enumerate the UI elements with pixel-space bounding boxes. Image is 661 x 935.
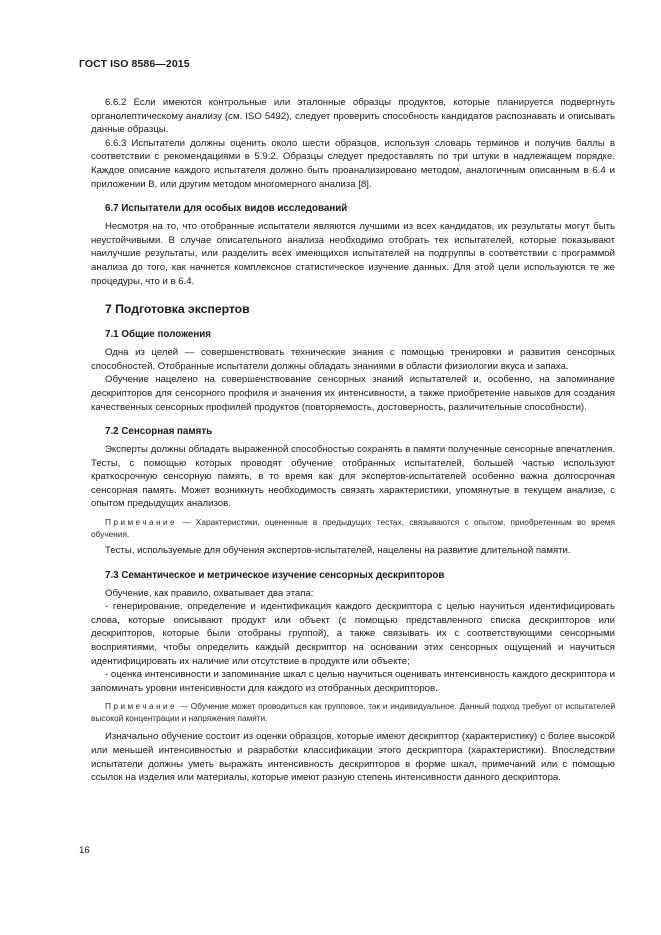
standard-header: ГОСТ ISO 8586—2015	[79, 58, 190, 70]
note-text: — Обучение может проводиться как групповое, так и индивидуальное. Данный подход требует от испытателей высокой концентрации и напряжения памяти.	[91, 701, 615, 723]
heading-7-1: 7.1 Общие положения	[105, 329, 212, 341]
list-item: - оценка интенсивности и запоминание шкал с целью научиться оценивать интенсивность каждого дескриптора и запоминать уровни интенсивности для каждого из отобранных дескрипторов.	[91, 669, 615, 694]
paragraph-6-7: Несмотря на то, что отобранные испытатели являются лучшими из всех кандидатов, их результаты могут быть неустойчивыми. В случае описательного анализа необходимо отобрать тех испытателей, которые показывают наилучшие результаты, или разделить всех имеющихся испытателей на подгруппы в соответствии с программой анализа до того, как начнется комплексное статистическое изучение данных. Для этой цели используются те же процедуры, что и в 6.4.	[91, 221, 615, 287]
paragraph-7-3-end: Изначально обучение состоит из оценки образцов, которые имеют дескриптор (характеристику) с более высокой или меньшей интенсивностью и разработки классификации этого дескриптора (характеристики). Впоследствии испытатели должны уметь выражать интенсивность дескрипторов в форме шкал, примечаний или с помощью ссылок на изделия или материалы, которые имеют разную степень интенсивности данного дескриптора.	[91, 731, 615, 784]
note-label: Примечание	[105, 701, 178, 712]
paragraph-7-1-a: Одна из целей — совершенствовать технические знания с помощью тренировки и развития сенсорных способностей. Отобранные испытатели должны обладать знаниями в области физиологии вкуса и запаха.	[91, 347, 615, 372]
heading-6-7: 6.7 Испытатели для особых видов исследований	[105, 203, 348, 215]
heading-7-3: 7.3 Семантическое и метрическое изучение сенсорных дескрипторов	[105, 569, 445, 581]
list-7-3	[91, 587, 615, 696]
note-7-3	[91, 701, 615, 724]
paragraph-7-2-a: Эксперты должны обладать выраженной способностью сохранять в памяти полученные сенсорные впечатления. Тесты, с помощью которых проводят обучение отобранных испытателей, большей частью используют краткосрочную сенсорную память, в то время как для экспертов-испытателей особенно важна долгосрочная сенсорная память. Может возникнуть необходимость связать характеристики, упомянутые в текущем анализе, с опытом предыдущих анализов.	[91, 444, 615, 510]
paragraph-6-6-2: 6.6.2 Если имеются контрольные или эталонные образцы продуктов, которые планируется подвергнуть органолептическому анализу (см. ISO 5492), следует проверить способность кандидатов распознавать и описывать данные образцы.	[91, 97, 615, 136]
heading-7-2: 7.2 Сенсорная память	[105, 426, 213, 438]
heading-section-7: 7 Подготовка экспертов	[105, 302, 250, 317]
note-label: Примечание	[105, 517, 178, 528]
page-number: 16	[79, 845, 90, 856]
document-body	[91, 96, 615, 785]
paragraph-7-1-b: Обучение нацелено на совершенствование сенсорных знаний испытателей и, особенно, на запоминание дескрипторов для сенсорного профиля и значения их интенсивности, а также приобретение навыков для создания качественных сенсорных профилей продуктов (повторяемость, достоверность, различительные способности).	[91, 374, 615, 413]
note-text: — Характеристики, оцененные в предыдущих тестах, связываются с опытом, приобретенным во время обучения.	[91, 517, 615, 539]
paragraph-7-2-b: Тесты, используемые для обучения экспертов-испытателей, нацелены на развитие длительной памяти.	[105, 545, 571, 557]
list-item: - генерирование, определение и идентификация каждого дескриптора с целью научиться идентифицировать слова, которые описывают продукт или объект (с помощью представленного списка дескрипторов или дескрипторов, которые были отобраны группой), а также связывать их с соответствующими сенсорными восприятиями, чтобы определить каждый дескриптор на основании этих сенсорных ощущений и научиться идентифицировать их наличие или отсутствие в продукте или объекте;	[91, 601, 615, 667]
note-7-2	[91, 517, 615, 540]
paragraph-6-6-3: 6.6.3 Испытатели должны оценить около шести образцов, используя словарь терминов и получив баллы в соответствии с рекомендациями в 5.9.2. Образцы следует предоставлять по три штуки в надлежащем порядке. Каждое описание каждого испытателя должно быть проанализировано методом, аналогичным описанным в 6.4 и приложении В, или другим методом многомерного анализа [8].	[91, 137, 615, 190]
paragraph-7-3-intro: Обучение, как правило, охватывает два этапа:	[105, 587, 314, 599]
